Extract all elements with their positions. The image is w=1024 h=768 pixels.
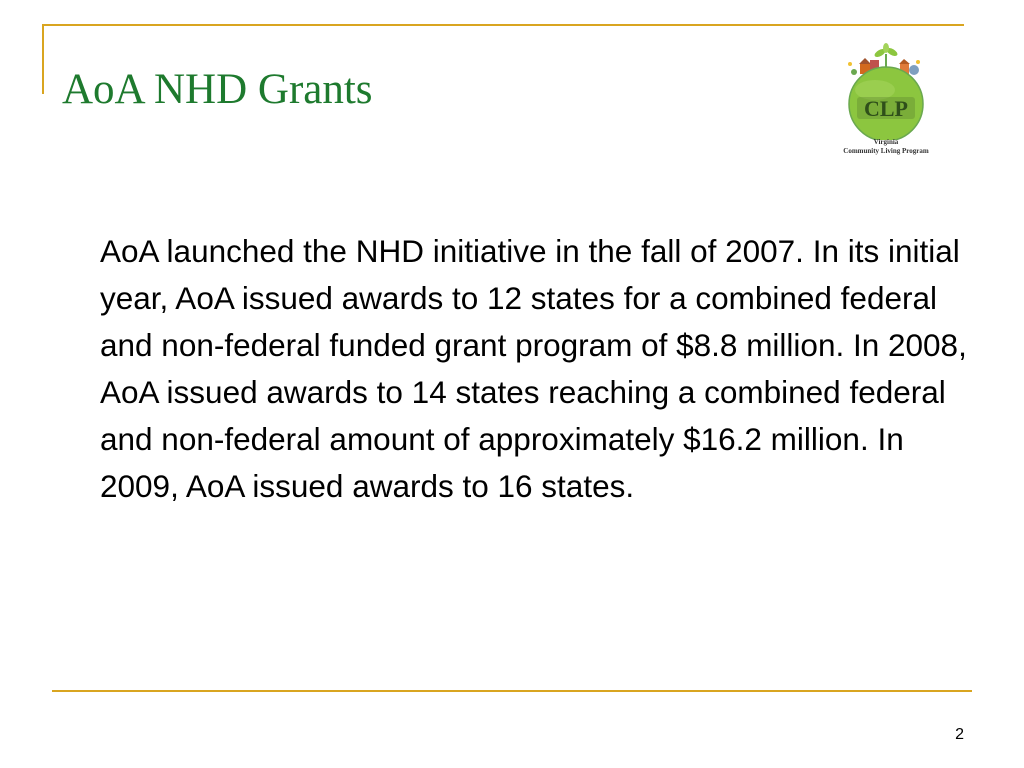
- slide-body-text: AoA launched the NHD initiative in the fall of 2007. In its initial year, AoA issued awards to 12 states for a combined federal and non-federal funded grant program of $8.8 million. In 2008, AoA issued awards to 14 states reaching a combined federal and non-federal amount of approximately $16.2 million. In 2009, AoA issued awards to 16 states.: [100, 233, 967, 504]
- page-number: 2: [955, 726, 964, 743]
- clp-logo-graphic: [830, 40, 942, 140]
- slide-title: AoA NHD Grants: [62, 66, 373, 113]
- footer-divider: [52, 690, 972, 692]
- logo-initials: CLP: [864, 96, 908, 121]
- logo-caption-line1: Virginia: [873, 138, 899, 146]
- logo-caption-line2: Community Living Program: [843, 147, 929, 155]
- frame-top-line: [42, 24, 964, 26]
- logo-caption: [830, 138, 942, 156]
- frame-left-line: [42, 24, 44, 94]
- clp-logo: [830, 40, 942, 168]
